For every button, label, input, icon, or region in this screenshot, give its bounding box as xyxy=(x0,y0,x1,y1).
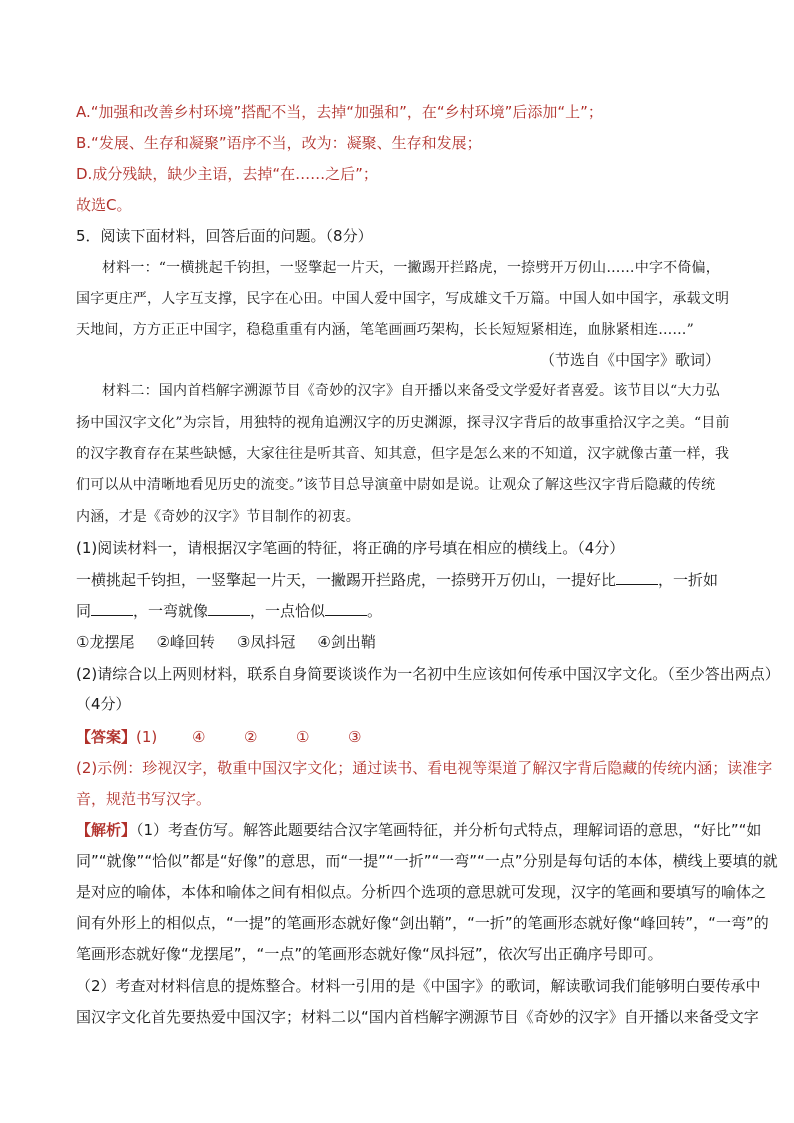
material1-line: 材料一：“一横挑起千钧担，一竖擎起一片天，一撇踢开拦路虎，一捺劈开万仞山……中字不倚偏， xyxy=(102,260,720,276)
prev-answer-conclusion: 故选C。 xyxy=(76,196,132,214)
fill-line-2 xyxy=(76,601,382,621)
fill-text: 。 xyxy=(367,602,383,620)
material2-line: 们可以从中清晰地看见历史的流变。”该节目总导演童中尉如是说。让观众了解这些汉字背后隐藏的传统 xyxy=(76,477,716,493)
answer-blank[interactable] xyxy=(325,601,367,616)
fill-text: ，一折如 xyxy=(658,571,719,589)
fill-text: ，一弯就像 xyxy=(133,602,209,620)
option: ③凤抖冠 xyxy=(236,633,296,651)
options xyxy=(76,632,398,652)
material2-line: 扬中国汉字文化”为宗旨，用独特的视角追溯汉字的历史渊源，探寻汉字背后的故事重拾汉字之美。“目前 xyxy=(76,415,730,431)
option: ④剑出鞘 xyxy=(317,633,376,651)
material2-line: 的汉字教育存在某些缺憾，大家往往是听其音、知其意，但字是怎么来的不知道，汉字就像古董一样，我 xyxy=(76,446,730,462)
analysis-line: 同”“就像”“恰似”都是“好像”的意思，而“一提”“一折”“一弯”“一点”分别是每句话的本体，横线上要填的就 xyxy=(76,852,778,870)
analysis-line: 间有外形上的相似点，“一提”的笔画形态就好像“剑出鞘”，“一折”的笔画形态就好像“峰回转”，“一弯”的 xyxy=(76,914,769,932)
answer-num: ④ xyxy=(192,728,206,746)
material1-line: 天地间，方方正正中国字，稳稳重重有内涵，笔笔画画巧架构，长长短短紧相连，血脉紧相连……” xyxy=(76,322,694,338)
question-title: 5．阅读下面材料，回答后面的问题。（8分） xyxy=(76,227,373,245)
material1-line: 国字更庄严，人字互支撑，民字在心田。中国人爱中国字，写成雄文千万篇。中国人如中国字，承载文明 xyxy=(76,291,730,307)
material2-line: 材料二：国内首档解字溯源节目《奇妙的汉字》自开播以来备受文学爱好者喜爱。该节目以“大力弘 xyxy=(102,383,720,399)
fill-text: 同 xyxy=(76,602,92,620)
answer-part1 xyxy=(76,727,400,747)
answer-part2-line: 音，规范书写汉字。 xyxy=(76,790,212,808)
option: ②峰回转 xyxy=(156,633,215,651)
answer-blank[interactable] xyxy=(616,570,658,585)
fill-text: ，一点恰似 xyxy=(250,602,326,620)
sub-question-1: (1)阅读材料一，请根据汉字笔画的特征，将正确的序号填在相应的横线上。（4分） xyxy=(76,539,625,557)
prev-answer-b: B.“发展、生存和凝聚”语序不当，改为：凝聚、生存和发展； xyxy=(76,134,482,152)
material2-line: 内涵，才是《奇妙的汉字》节目制作的初衷。 xyxy=(76,509,360,525)
analysis-line: 国汉字文化首先要热爱中国汉字；材料二以“国内首档解字溯源节目《奇妙的汉字》自开播以来备受文字 xyxy=(76,1008,759,1026)
analysis-text: （1）考查仿写。解答此题要结合汉字笔画特征，并分析句式特点，理解词语的意思，“好比”“如 xyxy=(136,821,762,839)
answer-blank[interactable] xyxy=(208,601,250,616)
prev-answer-a: A.“加强和改善乡村环境”搭配不当，去掉“加强和”，在“乡村环境”后添加“上”； xyxy=(76,103,603,121)
analysis-line: 笔画形态就好像“龙摆尾”，“一点”的笔画形态就好像“凤抖冠”，依次写出正确序号即可。 xyxy=(76,945,663,963)
prev-answer-d: D.成分残缺，缺少主语，去掉“在……之后”； xyxy=(76,165,378,183)
answer-part2-line: (2)示例：珍视汉字，敬重中国汉字文化；通过读书、看电视等渠道了解汉字背后隐藏的传统内涵；读准字 xyxy=(76,759,773,777)
answer-num: ③ xyxy=(348,728,362,746)
answer-num: ① xyxy=(296,728,310,746)
fill-text: 一横挑起千钧担，一竖擎起一片天，一撇踢开拦路虎，一捺劈开万仞山，一提好比 xyxy=(76,571,617,589)
material1-source: （节选自《中国字》歌词） xyxy=(539,351,720,369)
analysis-label: 【解析】 xyxy=(76,821,137,839)
option: ①龙摆尾 xyxy=(76,633,135,651)
sub-question-2: (2)请综合以上两则材料，联系自身简要谈谈作为一名初中生应该如何传承中国汉字文化。（至少答出两点） xyxy=(76,665,780,683)
sub-question-2-score: （4分） xyxy=(76,695,131,713)
analysis-line: （2）考查对材料信息的提炼整合。材料一引用的是《中国字》的歌词，解读歌词我们能够明白要传承中 xyxy=(76,977,761,995)
analysis-line xyxy=(76,820,761,840)
answer-prefix: (1) xyxy=(136,728,158,746)
answer-label: 【答案】 xyxy=(76,728,137,746)
analysis-line: 是对应的喻体，本体和喻体之间有相似点。分析四个选项的意思就可发现，汉字的笔画和要填写的喻体之 xyxy=(76,883,767,901)
fill-line-1 xyxy=(76,570,718,590)
answer-blank[interactable] xyxy=(91,601,133,616)
answer-num: ② xyxy=(244,728,258,746)
